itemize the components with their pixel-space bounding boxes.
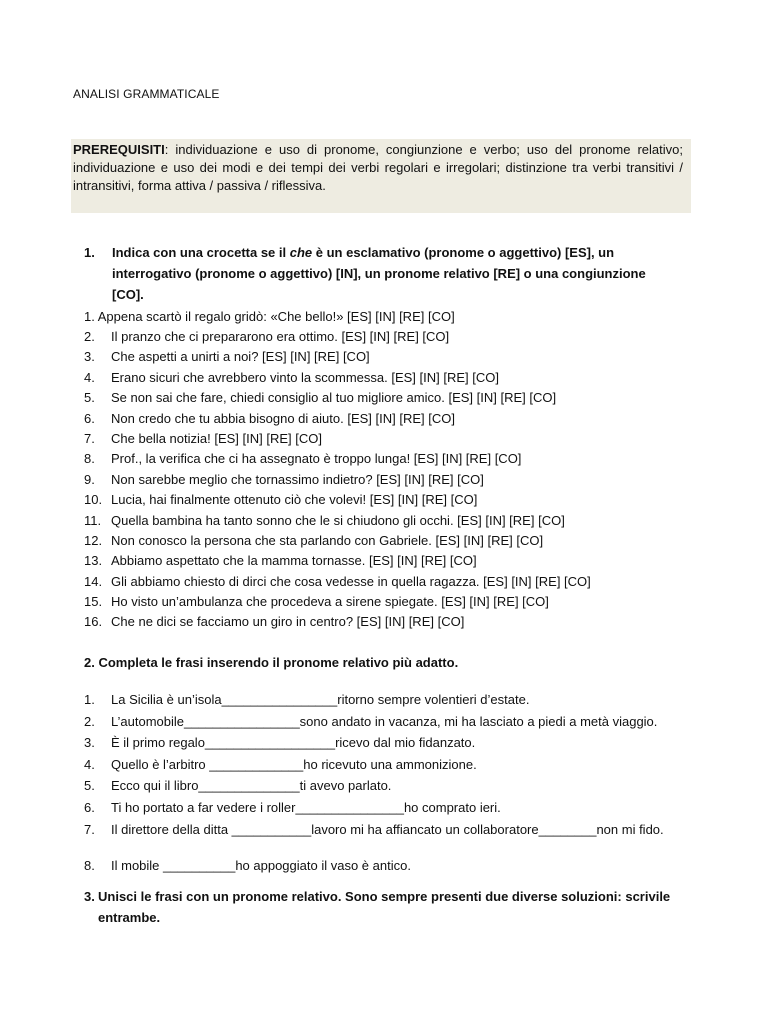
item-text: Abbiamo aspettato che la mamma tornasse. [ES] [IN] [RE] [CO] <box>111 553 477 569</box>
item-text: L’automobile________________sono andato in vacanza, mi ha lasciato a piedi a metà viaggio. <box>111 713 658 729</box>
instruction-part: Indica con una crocetta se il <box>112 245 290 260</box>
exercise-1-heading <box>84 242 704 305</box>
item-number: 2. <box>84 329 95 344</box>
item-text: Che bella notizia! [ES] [IN] [RE] [CO] <box>111 430 322 446</box>
item-number: 10. <box>84 492 103 508</box>
exercise-3-instruction: Unisci le frasi con un pronome relativo. Sono sempre presenti due diverse soluzioni: scrivile entrambe. <box>98 889 671 925</box>
item-number: 4. <box>84 756 95 772</box>
item-number: 3. <box>84 735 95 751</box>
item-text: Non conosco la persona che sta parlando con Gabriele. [ES] [IN] [RE] [CO] <box>111 532 544 548</box>
list-item <box>84 798 676 820</box>
item-text: Prof., la verifica che ci ha assegnato è troppo lunga! [ES] [IN] [RE] [CO] <box>111 451 522 467</box>
list-item <box>84 712 676 734</box>
item-number: 12. <box>84 532 103 548</box>
item-text: Non credo che tu abbia bisogno di aiuto. [ES] [IN] [RE] [CO] <box>111 410 455 426</box>
exercise-1-first-item: 1. Appena scartò il regalo gridò: «Che bello!» [ES] [IN] [RE] [CO] <box>84 309 455 324</box>
item-text: Ho visto un’ambulanza che procedeva a sirene spiegate. [ES] [IN] [RE] [CO] <box>111 594 549 610</box>
list-item <box>84 776 676 798</box>
prerequisites-box <box>71 139 691 213</box>
list-item <box>84 820 676 856</box>
item-text: Lucia, hai finalmente ottenuto ciò che volevi! [ES] [IN] [RE] [CO] <box>111 492 478 508</box>
item-text: La Sicilia è un’isola________________ritorno sempre volentieri d’estate. <box>111 692 530 707</box>
item-number: 6. <box>84 410 95 426</box>
exercise-1-number: 1. <box>84 245 95 260</box>
item-text: Erano sicuri che avrebbero vinto la scommessa. [ES] [IN] [RE] [CO] <box>111 369 499 385</box>
item-number: 2. <box>84 713 95 729</box>
item-number: 5. <box>84 390 95 406</box>
item-text: Che ne dici se facciamo un giro in centro? [ES] [IN] [RE] [CO] <box>111 614 465 630</box>
item-number: 8. <box>84 451 95 467</box>
item-text: Che aspetti a unirti a noi? [ES] [IN] [RE] [CO] <box>111 349 370 365</box>
page-title: ANALISI GRAMMATICALE <box>73 87 220 101</box>
item-number: 16. <box>84 614 103 630</box>
item-text: Gli abbiamo chiesto di dirci che cosa vedesse in quella ragazza. [ES] [IN] [RE] [CO] <box>111 573 591 589</box>
prerequisites-text: : individuazione e uso di pronome, congiunzione e verbo; uso del pronome relativo; individuazione e uso dei modi e dei tempi dei verbi regolari e irregolari; distinzione tra verbi transitivi / intransitivi, forma attiva / passiva / riflessiva. <box>73 142 683 193</box>
exercise-3-number: 3. <box>84 889 95 904</box>
exercise-1-instruction <box>112 242 672 305</box>
item-text: Il pranzo che ci prepararono era ottimo. [ES] [IN] [RE] [CO] <box>111 329 450 344</box>
instruction-emphasis: che <box>289 245 313 260</box>
item-number: 5. <box>84 778 95 794</box>
item-text: Ecco qui il libro______________ti avevo parlato. <box>111 778 392 794</box>
item-text: Il direttore della ditta ___________lavoro mi ha affiancato un collaboratore________non mi fido. <box>111 821 664 837</box>
exercise-2-list <box>84 690 676 877</box>
instruction-part: è un esclamativo (pronome o aggettivo) [ES], un interrogativo (pronome o aggettivo) [IN], un pronome relativo [RE] o una congiunzione [CO]. <box>112 245 646 302</box>
item-text: È il primo regalo__________________ricevo dal mio fidanzato. <box>111 735 476 751</box>
item-number: 3. <box>84 349 95 365</box>
list-item <box>84 856 676 878</box>
list-item <box>84 755 676 777</box>
item-number: 6. <box>84 799 95 815</box>
item-number: 15. <box>84 594 103 610</box>
item-number: 4. <box>84 369 95 385</box>
item-number: 9. <box>84 471 95 487</box>
item-number: 11. <box>84 512 102 528</box>
item-number: 14. <box>84 573 103 589</box>
item-number: 8. <box>84 857 95 873</box>
item-text: Quello è l’arbitro _____________ho ricevuto una ammonizione. <box>111 756 477 772</box>
exercise-3-heading <box>84 886 704 930</box>
list-item <box>84 690 676 712</box>
item-text: Non sarebbe meglio che tornassimo indietro? [ES] [IN] [RE] [CO] <box>111 471 484 487</box>
item-text: Quella bambina ha tanto sonno che le si chiudono gli occhi. [ES] [IN] [RE] [CO] <box>111 512 565 528</box>
item-text: Se non sai che fare, chiedi consiglio al tuo migliore amico. [ES] [IN] [RE] [CO] <box>111 390 557 406</box>
item-text: Il mobile __________ho appoggiato il vaso è antico. <box>111 857 411 873</box>
exercise-2-heading: 2. Completa le frasi inserendo il pronome relativo più adatto. <box>84 655 459 670</box>
prerequisites-label: PREREQUISITI <box>73 142 165 157</box>
item-text: Ti ho portato a far vedere i roller_______________ho comprato ieri. <box>111 799 501 815</box>
item-number: 1. <box>84 692 95 707</box>
list-item <box>84 733 676 755</box>
item-number: 13. <box>84 553 103 569</box>
item-number: 7. <box>84 430 95 446</box>
item-number: 7. <box>84 821 95 837</box>
